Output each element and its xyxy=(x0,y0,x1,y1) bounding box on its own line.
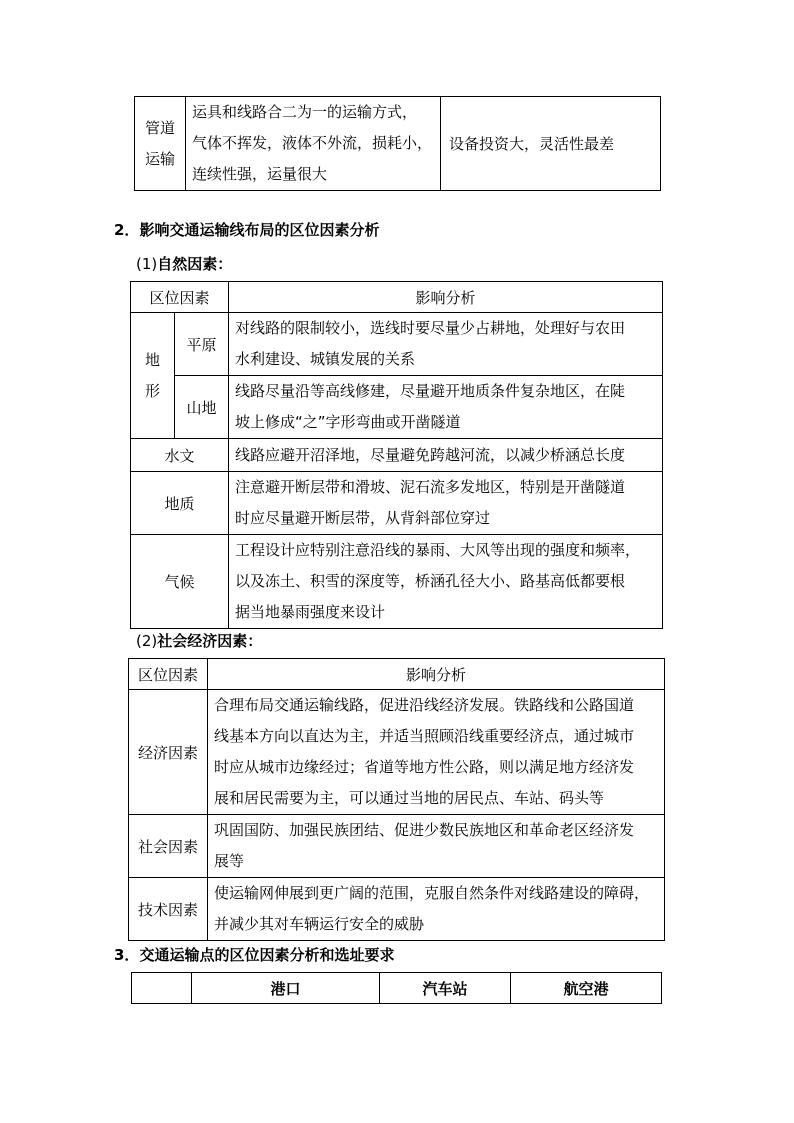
points-header-port xyxy=(192,973,380,1004)
terrain-label-line: 形 xyxy=(144,381,160,400)
analysis-line: 线基本方向以直达为主，并适当照顾沿线重要经济点，通过城市 xyxy=(214,727,635,745)
natural-factor-text: 地质 xyxy=(164,494,195,513)
natural-table xyxy=(130,281,663,629)
points-header-blank xyxy=(132,973,192,1004)
social-factor-economic xyxy=(129,690,208,815)
social-factor-text: 经济因素 xyxy=(137,743,198,762)
natural-factor-plain xyxy=(175,313,229,376)
natural-analysis-plain xyxy=(229,313,663,376)
analysis-line: 以及冻土、积雪的深度等，桥涵孔径大小、路基高低都要根 xyxy=(235,572,626,590)
analysis-line: 展等 xyxy=(214,852,245,870)
analysis-line: 并减少其对车辆运行安全的威胁 xyxy=(214,915,425,933)
social-caption-number: (2) xyxy=(136,632,158,650)
pipeline-drawback xyxy=(441,97,661,191)
analysis-line: 巩固国防、加强民族团结、促进少数民族地区和革命老区经济发 xyxy=(214,821,635,839)
natural-header-analysis xyxy=(229,282,663,313)
social-factor-text: 技术因素 xyxy=(137,900,198,919)
social-header-factor-text: 区位因素 xyxy=(137,665,198,684)
social-header-analysis xyxy=(208,659,665,690)
analysis-line: 线路应避开沼泽地，尽量避免跨越河流，以减少桥涵总长度 xyxy=(235,445,626,464)
social-factor-technical xyxy=(129,878,208,941)
analysis-line: 合理布局交通运输线路，促进沿线经济发展。铁路线和公路国道 xyxy=(214,696,635,714)
natural-factor-climate xyxy=(131,535,229,629)
natural-analysis-hydrology xyxy=(229,439,663,472)
analysis-line: 展和居民需要为主，可以通过当地的居民点、车站、码头等 xyxy=(214,789,605,807)
natural-caption-number: (1) xyxy=(136,255,158,273)
pipeline-table xyxy=(134,96,661,191)
analysis-line: 对线路的限制较小，选线时要尽量少占耕地，处理好与农田 xyxy=(235,319,626,337)
pipeline-label xyxy=(135,97,186,191)
natural-factor-text: 水文 xyxy=(164,446,195,465)
natural-factor-mountain xyxy=(175,376,229,439)
social-header-factor xyxy=(129,659,208,690)
points-header-text: 航空港 xyxy=(563,979,609,998)
social-table xyxy=(128,658,665,941)
pipeline-label-line: 运输 xyxy=(144,149,175,168)
points-header-bus-station xyxy=(380,973,511,1004)
social-caption-text: 社会经济因素： xyxy=(157,632,263,650)
natural-header-analysis-text: 影响分析 xyxy=(415,288,476,307)
natural-caption xyxy=(136,253,232,274)
pipeline-feature-line: 运具和线路合二为一的运输方式， xyxy=(192,103,418,121)
analysis-line: 注意避开断层带和滑坡、泥石流多发地区，特别是开凿隧道 xyxy=(235,478,626,496)
pipeline-features xyxy=(186,97,441,191)
natural-factor-text: 气候 xyxy=(164,573,195,591)
pipeline-drawback-text: 设备投资大，灵活性最差 xyxy=(449,135,615,153)
points-header-text: 汽车站 xyxy=(422,979,468,998)
terrain-label xyxy=(131,313,175,439)
analysis-line: 坡上修成“之”字形弯曲或开凿隧道 xyxy=(235,413,461,431)
analysis-line: 水利建设、城镇发展的关系 xyxy=(235,350,416,368)
analysis-line: 时应尽量避开断层带，从背斜部位穿过 xyxy=(235,509,491,527)
analysis-line: 时应从城市边缘经过；省道等地方性公路，则以满足地方经济发 xyxy=(214,758,635,776)
natural-caption-text: 自然因素： xyxy=(157,255,233,273)
analysis-line: 使运输网伸展到更广阔的范围，克服自然条件对线路建设的障碍， xyxy=(214,884,650,902)
social-analysis-social xyxy=(208,815,665,878)
points-table xyxy=(131,972,662,1004)
pipeline-feature-line: 气体不挥发，液体不外流，损耗小， xyxy=(192,134,433,152)
section2-number: 2． xyxy=(114,221,140,239)
section2-heading xyxy=(114,219,379,240)
natural-header-factor xyxy=(131,282,229,313)
points-header-airport xyxy=(511,973,662,1004)
social-analysis-technical xyxy=(208,878,665,941)
analysis-line: 线路尽量沿等高线修建，尽量避开地质条件复杂地区，在陡 xyxy=(235,382,626,400)
section3-number: 3． xyxy=(114,946,140,964)
analysis-line: 工程设计应特别注意沿线的暴雨、大风等出现的强度和频率， xyxy=(235,541,641,559)
natural-analysis-geology xyxy=(229,472,663,535)
natural-factor-text: 山地 xyxy=(186,398,217,417)
analysis-line: 据当地暴雨强度来设计 xyxy=(235,603,386,621)
section3-heading xyxy=(114,944,394,965)
points-header-text: 港口 xyxy=(270,979,301,998)
social-factor-social xyxy=(129,815,208,878)
terrain-label-line: 地 xyxy=(144,350,160,369)
natural-factor-geology xyxy=(131,472,229,535)
social-caption xyxy=(136,630,262,651)
social-analysis-economic xyxy=(208,690,665,815)
natural-factor-hydrology xyxy=(131,439,229,472)
natural-factor-text: 平原 xyxy=(186,335,217,354)
natural-header-factor-text: 区位因素 xyxy=(149,288,210,307)
natural-analysis-climate xyxy=(229,535,663,629)
section3-title: 交通运输点的区位因素分析和选址要求 xyxy=(139,946,395,964)
social-header-analysis-text: 影响分析 xyxy=(405,665,466,684)
pipeline-label-line: 管道 xyxy=(144,118,175,137)
social-factor-text: 社会因素 xyxy=(137,837,198,856)
natural-analysis-mountain xyxy=(229,376,663,439)
pipeline-feature-line: 连续性强，运量很大 xyxy=(192,165,328,183)
section2-title: 影响交通运输线布局的区位因素分析 xyxy=(139,221,380,239)
